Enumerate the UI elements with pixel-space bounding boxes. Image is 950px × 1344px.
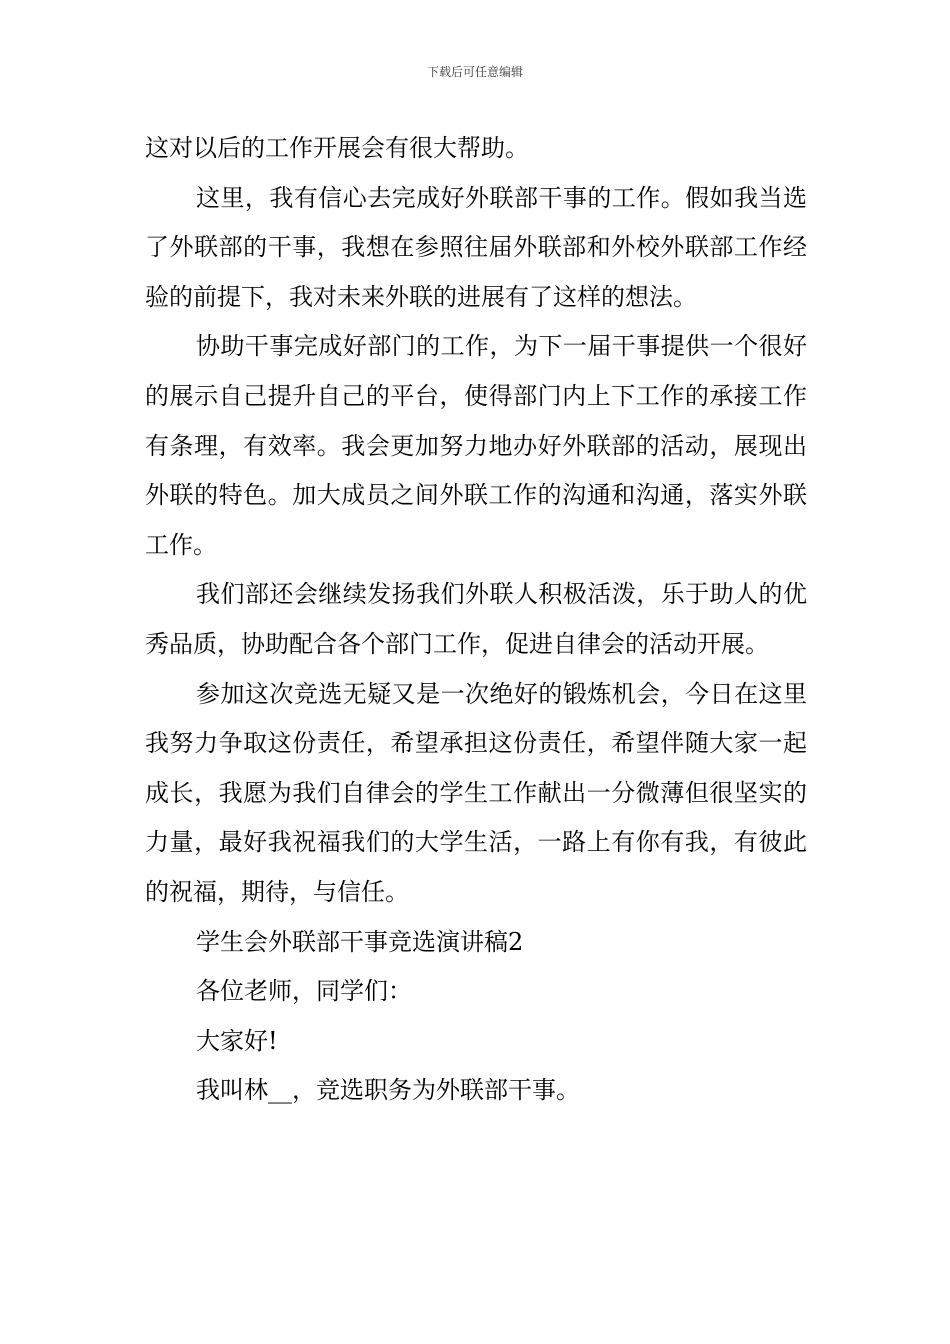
greeting-audience: 各位老师，同学们： <box>196 977 412 1006</box>
page-header: 下载后可任意编辑 <box>426 65 523 79</box>
paragraph-closing: 参加这次竞选无疑又是一次绝好的锻炼机会，今日在这里我努力争取这份责任，希望承担这份责任，希望伴随大家一起成长，我愿为我们自律会的学生工作献出一分微薄但很坚实的力量，最好我祝福我们的大学生活，一路上有你有我，有彼此的祝福，期待，与信任。 <box>145 679 807 906</box>
paragraph-spirit: 我们部还会继续发扬我们外联人积极活泼，乐于助人的优秀品质，协助配合各个部门工作，促进自律会的活动开展。 <box>145 580 807 658</box>
greeting-hello: 大家好! <box>196 1026 278 1055</box>
section-title: 学生会外联部干事竞选演讲稿2 <box>196 927 524 956</box>
paragraph-assist: 协助干事完成好部门的工作，为下一届干事提供一个很好的展示自己提升自己的平台，使得部门内上下工作的承接工作有条理，有效率。我会更加努力地办好外联部的活动，展现出外联的特色。加大成员之间外联工作的沟通和沟通，落实外联工作。 <box>145 332 807 559</box>
document-body <box>145 124 807 1116</box>
self-introduction: 我叫林__，竞选职务为外联部干事。 <box>196 1076 580 1105</box>
paragraph-confidence: 这里，我有信心去完成好外联部干事的工作。假如我当选了外联部的干事，我想在参照往届外联部和外校外联部工作经验的前提下，我对未来外联的进展有了这样的想法。 <box>145 183 807 311</box>
paragraph-continuation: 这对以后的工作开展会有很大帮助。 <box>145 134 529 162</box>
